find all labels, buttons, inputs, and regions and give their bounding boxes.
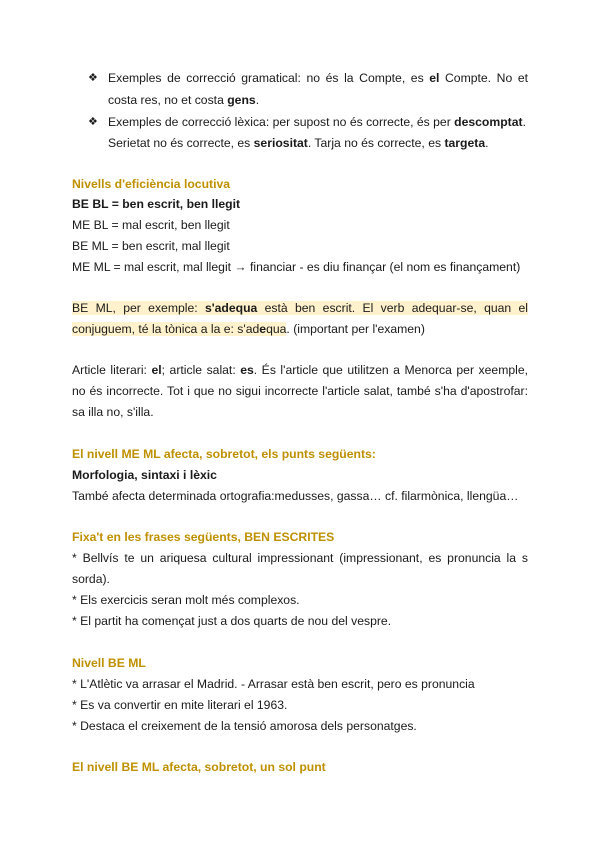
bullet-2-line-1: Exemples de correcció lèxica: per supost no és correcte, és per descomptat.	[108, 115, 526, 129]
highlight-line-1: BE ML, per exemple: s'adequa està ben escrit. El verb adequar-se, quan el	[72, 301, 528, 315]
level-line-bebl: BE BL = ben escrit, ben llegit	[72, 197, 241, 211]
sentence-line: sorda).	[72, 572, 110, 586]
level-line-meml: ME ML = mal escrit, mal llegit → financiar - es diu finançar (el nom es finançament)	[72, 260, 521, 274]
diamond-bullet-icon: ❖	[88, 72, 98, 84]
sentence-line: * L'Atlètic va arrasar el Madrid. - Arrasar està ben escrit, pero es pronuncia	[72, 677, 475, 691]
highlight-line-2: conjuguem, té la tònica a la e: s'adequa. (important per l'examen)	[72, 322, 425, 336]
section-heading: Nivell BE ML	[72, 656, 146, 670]
level-line-mebl: ME BL = mal escrit, ben llegit	[72, 218, 230, 232]
section-heading: El nivell ME ML afecta, sobretot, els punts següents:	[72, 447, 376, 461]
sentence-line: * Es va convertir en mite literari el 1963.	[72, 698, 288, 712]
subheading: Morfologia, sintaxi i lèxic	[72, 468, 217, 482]
bullet-1-line-1: Exemples de correcció gramatical: no és la Compte, es el Compte. No et	[108, 71, 528, 85]
section-heading: El nivell BE ML afecta, sobretot, un sol punt	[72, 760, 326, 774]
bullet-1-line-2: costa res, no et costa gens.	[108, 93, 260, 107]
sentence-line: * El partit ha començat just a dos quarts de nou del vespre.	[72, 614, 392, 628]
sentence-line: * Els exercicis seran molt més complexos.	[72, 593, 300, 607]
body-line: També afecta determinada ortografia:medusses, gassa… cf. filarmònica, llengüa…	[72, 489, 519, 503]
article-line-2: no és incorrecte. Tot i que no sigui incorrecte l'article salat, també s'ha d'apostrofar:	[72, 384, 528, 398]
level-line-beml: BE ML = ben escrit, mal llegit	[72, 239, 230, 253]
section-heading: Fixa't en les frases següents, BEN ESCRITES	[72, 530, 335, 544]
bullet-2-line-2: Serietat no és correcte, es seriositat. Tarja no és correcte, es targeta.	[108, 136, 489, 150]
diamond-bullet-icon: ❖	[88, 116, 98, 128]
sentence-line: * Destaca el creixement de la tensió amorosa dels personatges.	[72, 719, 417, 733]
section-heading: Nivells d'eficiència locutiva	[72, 177, 231, 191]
article-line-1: Article literari: el; article salat: es. És l'article que utilitzen a Menorca per xeemple,	[72, 363, 528, 377]
article-line-3: sa illa no, s'illa.	[72, 405, 154, 419]
sentence-line: * Bellvís te un ariquesa cultural impressionant (impressionant, es pronuncia la s	[72, 551, 528, 565]
